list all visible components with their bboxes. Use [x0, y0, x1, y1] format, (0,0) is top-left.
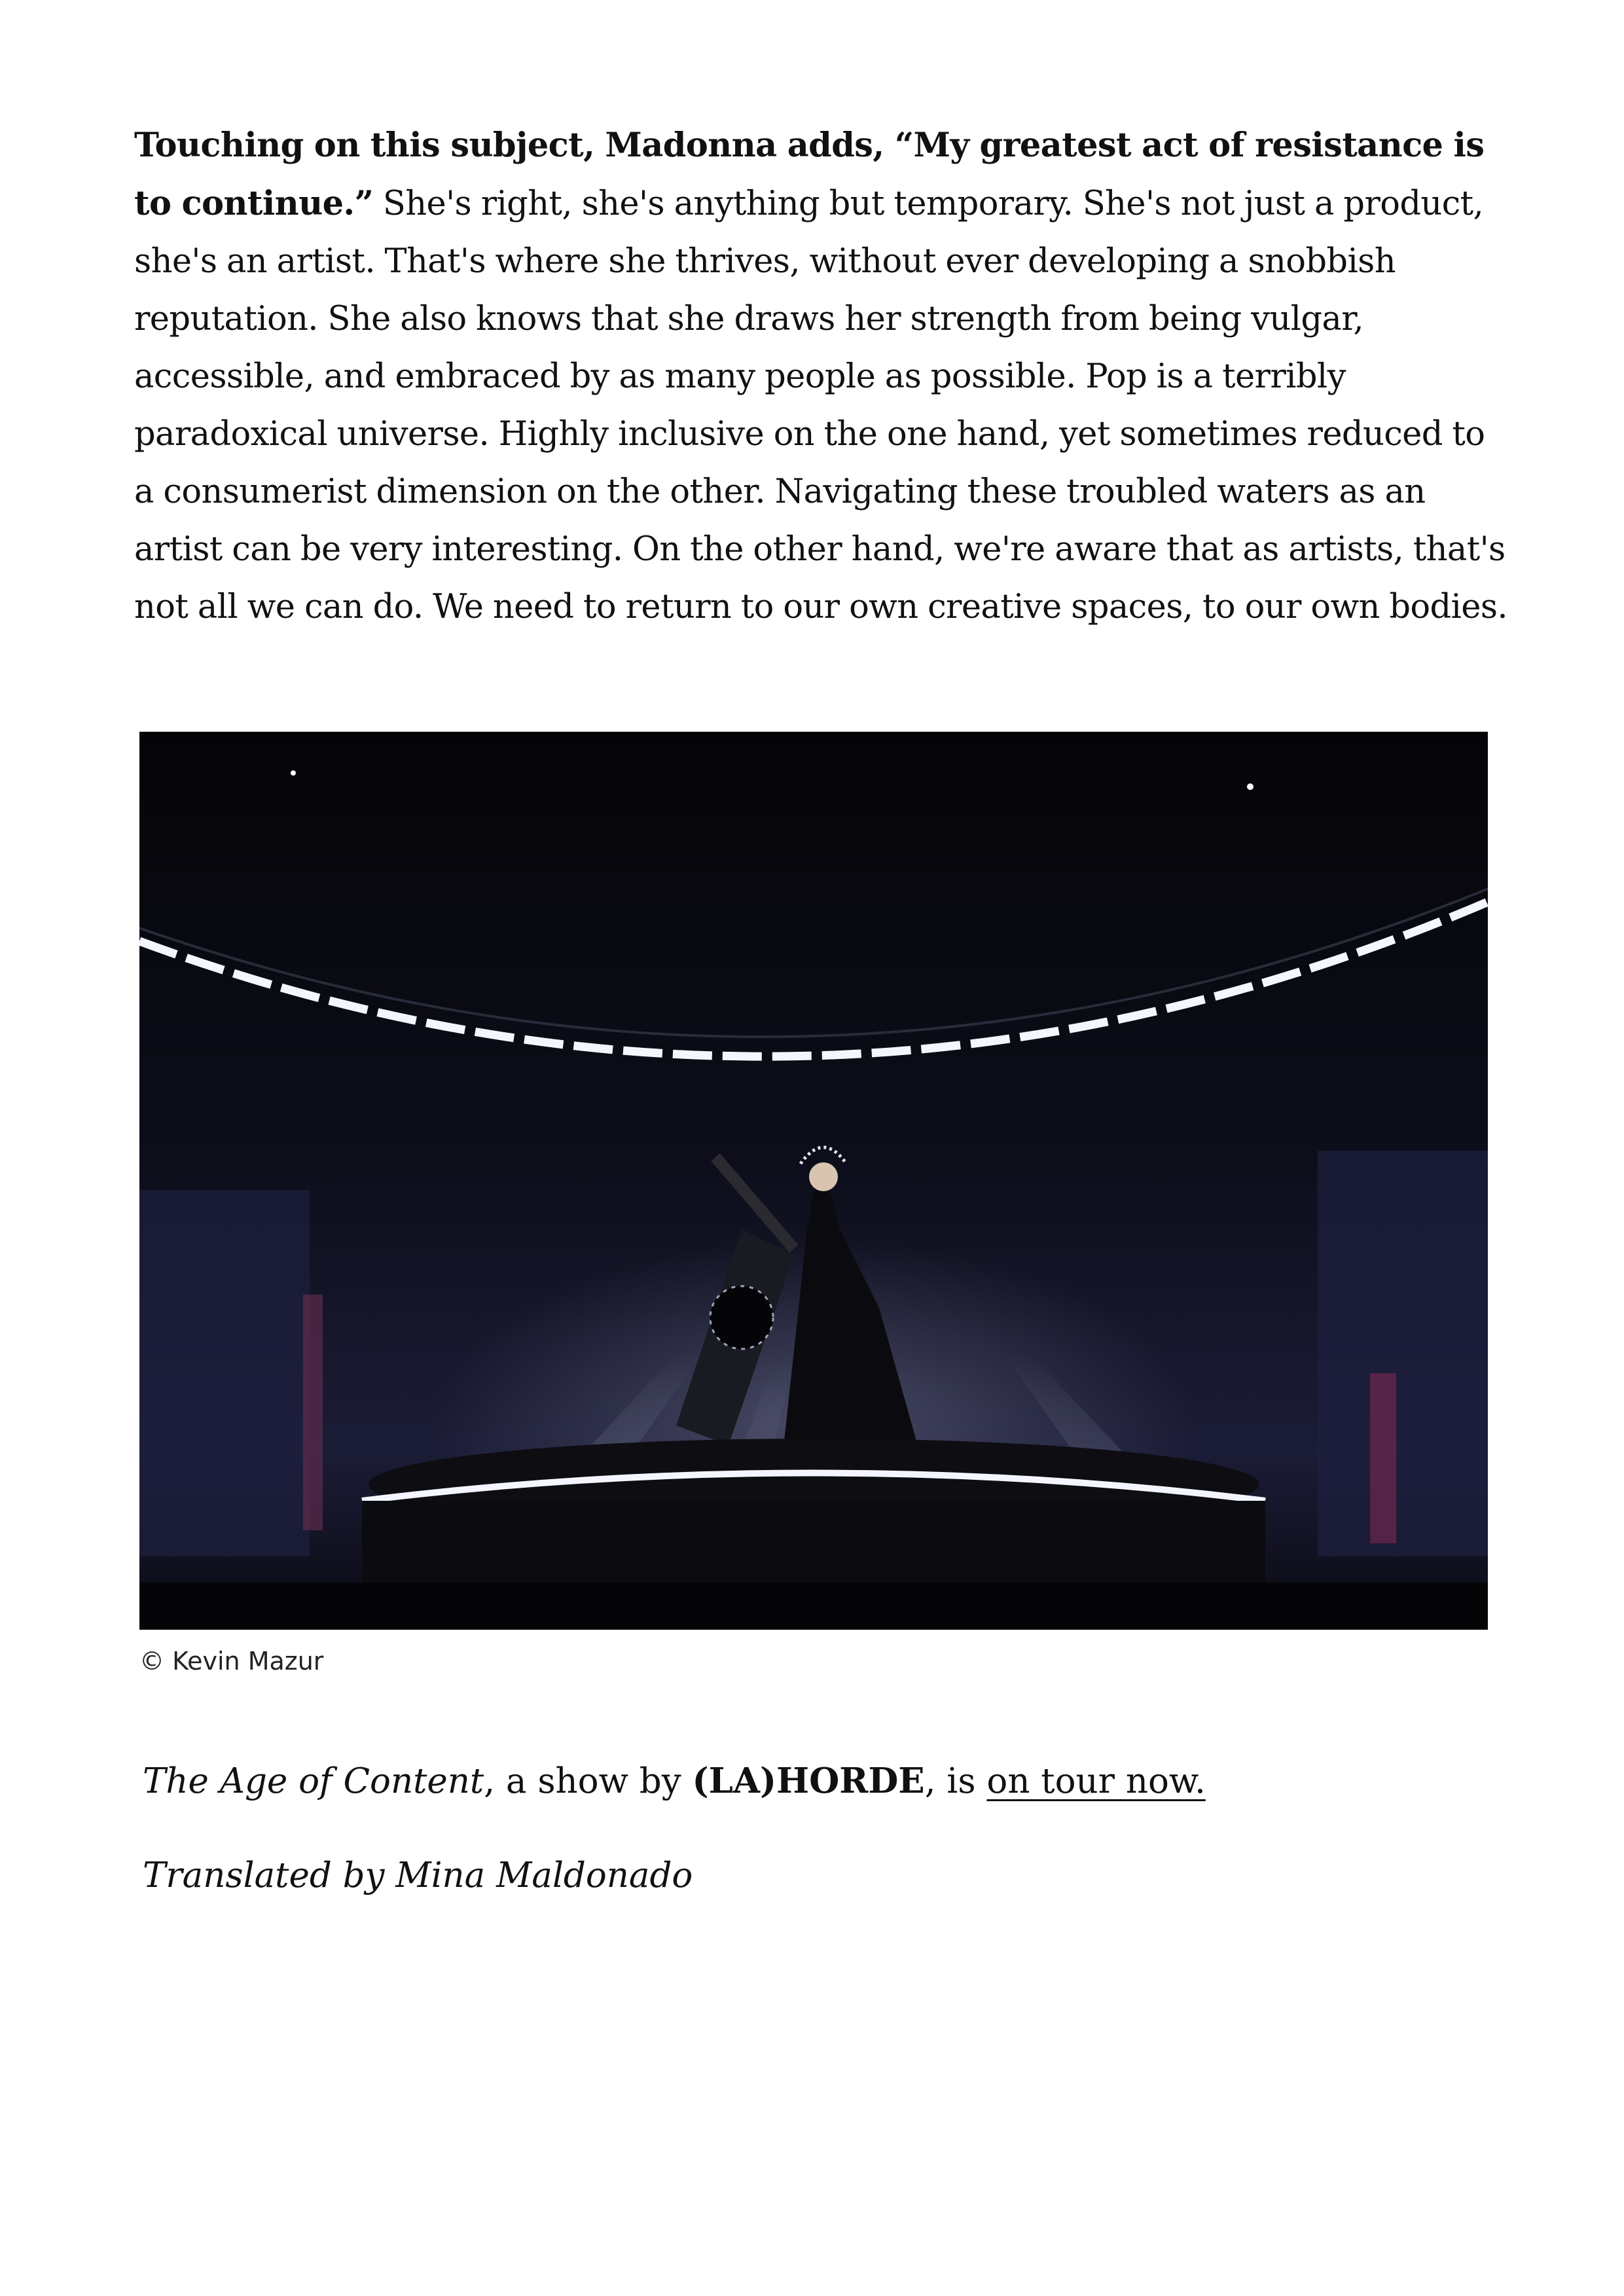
concert-stage-photo	[139, 732, 1488, 1630]
tour-text-1: , a show by	[484, 1761, 693, 1801]
article-paragraph	[134, 117, 1509, 636]
article-body	[134, 117, 1509, 636]
company-name: (LA)HORDE	[692, 1761, 925, 1801]
concert-figure	[139, 732, 1488, 1676]
tour-text-2: , is	[924, 1761, 987, 1801]
translator-credit: Translated by Mina Maldonado	[143, 1856, 693, 1895]
paragraph-text: She's right, she's anything but temporary. She's not just a product, she's an artist. That's where she thrives, without ever developing a snobbish reputation. She also knows that she draws her strength from being vulgar, accessible, and embraced by as many people as possible. Pop is a terribly paradoxical universe. Highly inclusive on the one hand, yet sometimes reduced to a consumerist dimension on the other. Navigating these troubled waters as an artist can be very interesting. On the other hand, we're aware that as artists, that's not all we can do. We need to return to our own creative spaces, to our own bodies.	[134, 185, 1508, 626]
pull-quote-lead: Touching on this subject, Madonna adds, “My greatest act of resistance is to continue.”	[134, 126, 1485, 223]
tour-link[interactable]: on tour now.	[986, 1761, 1206, 1801]
show-title: The Age of Content	[143, 1761, 484, 1801]
photo-credit: © Kevin Mazur	[139, 1647, 324, 1676]
tour-line	[143, 1761, 1206, 1801]
